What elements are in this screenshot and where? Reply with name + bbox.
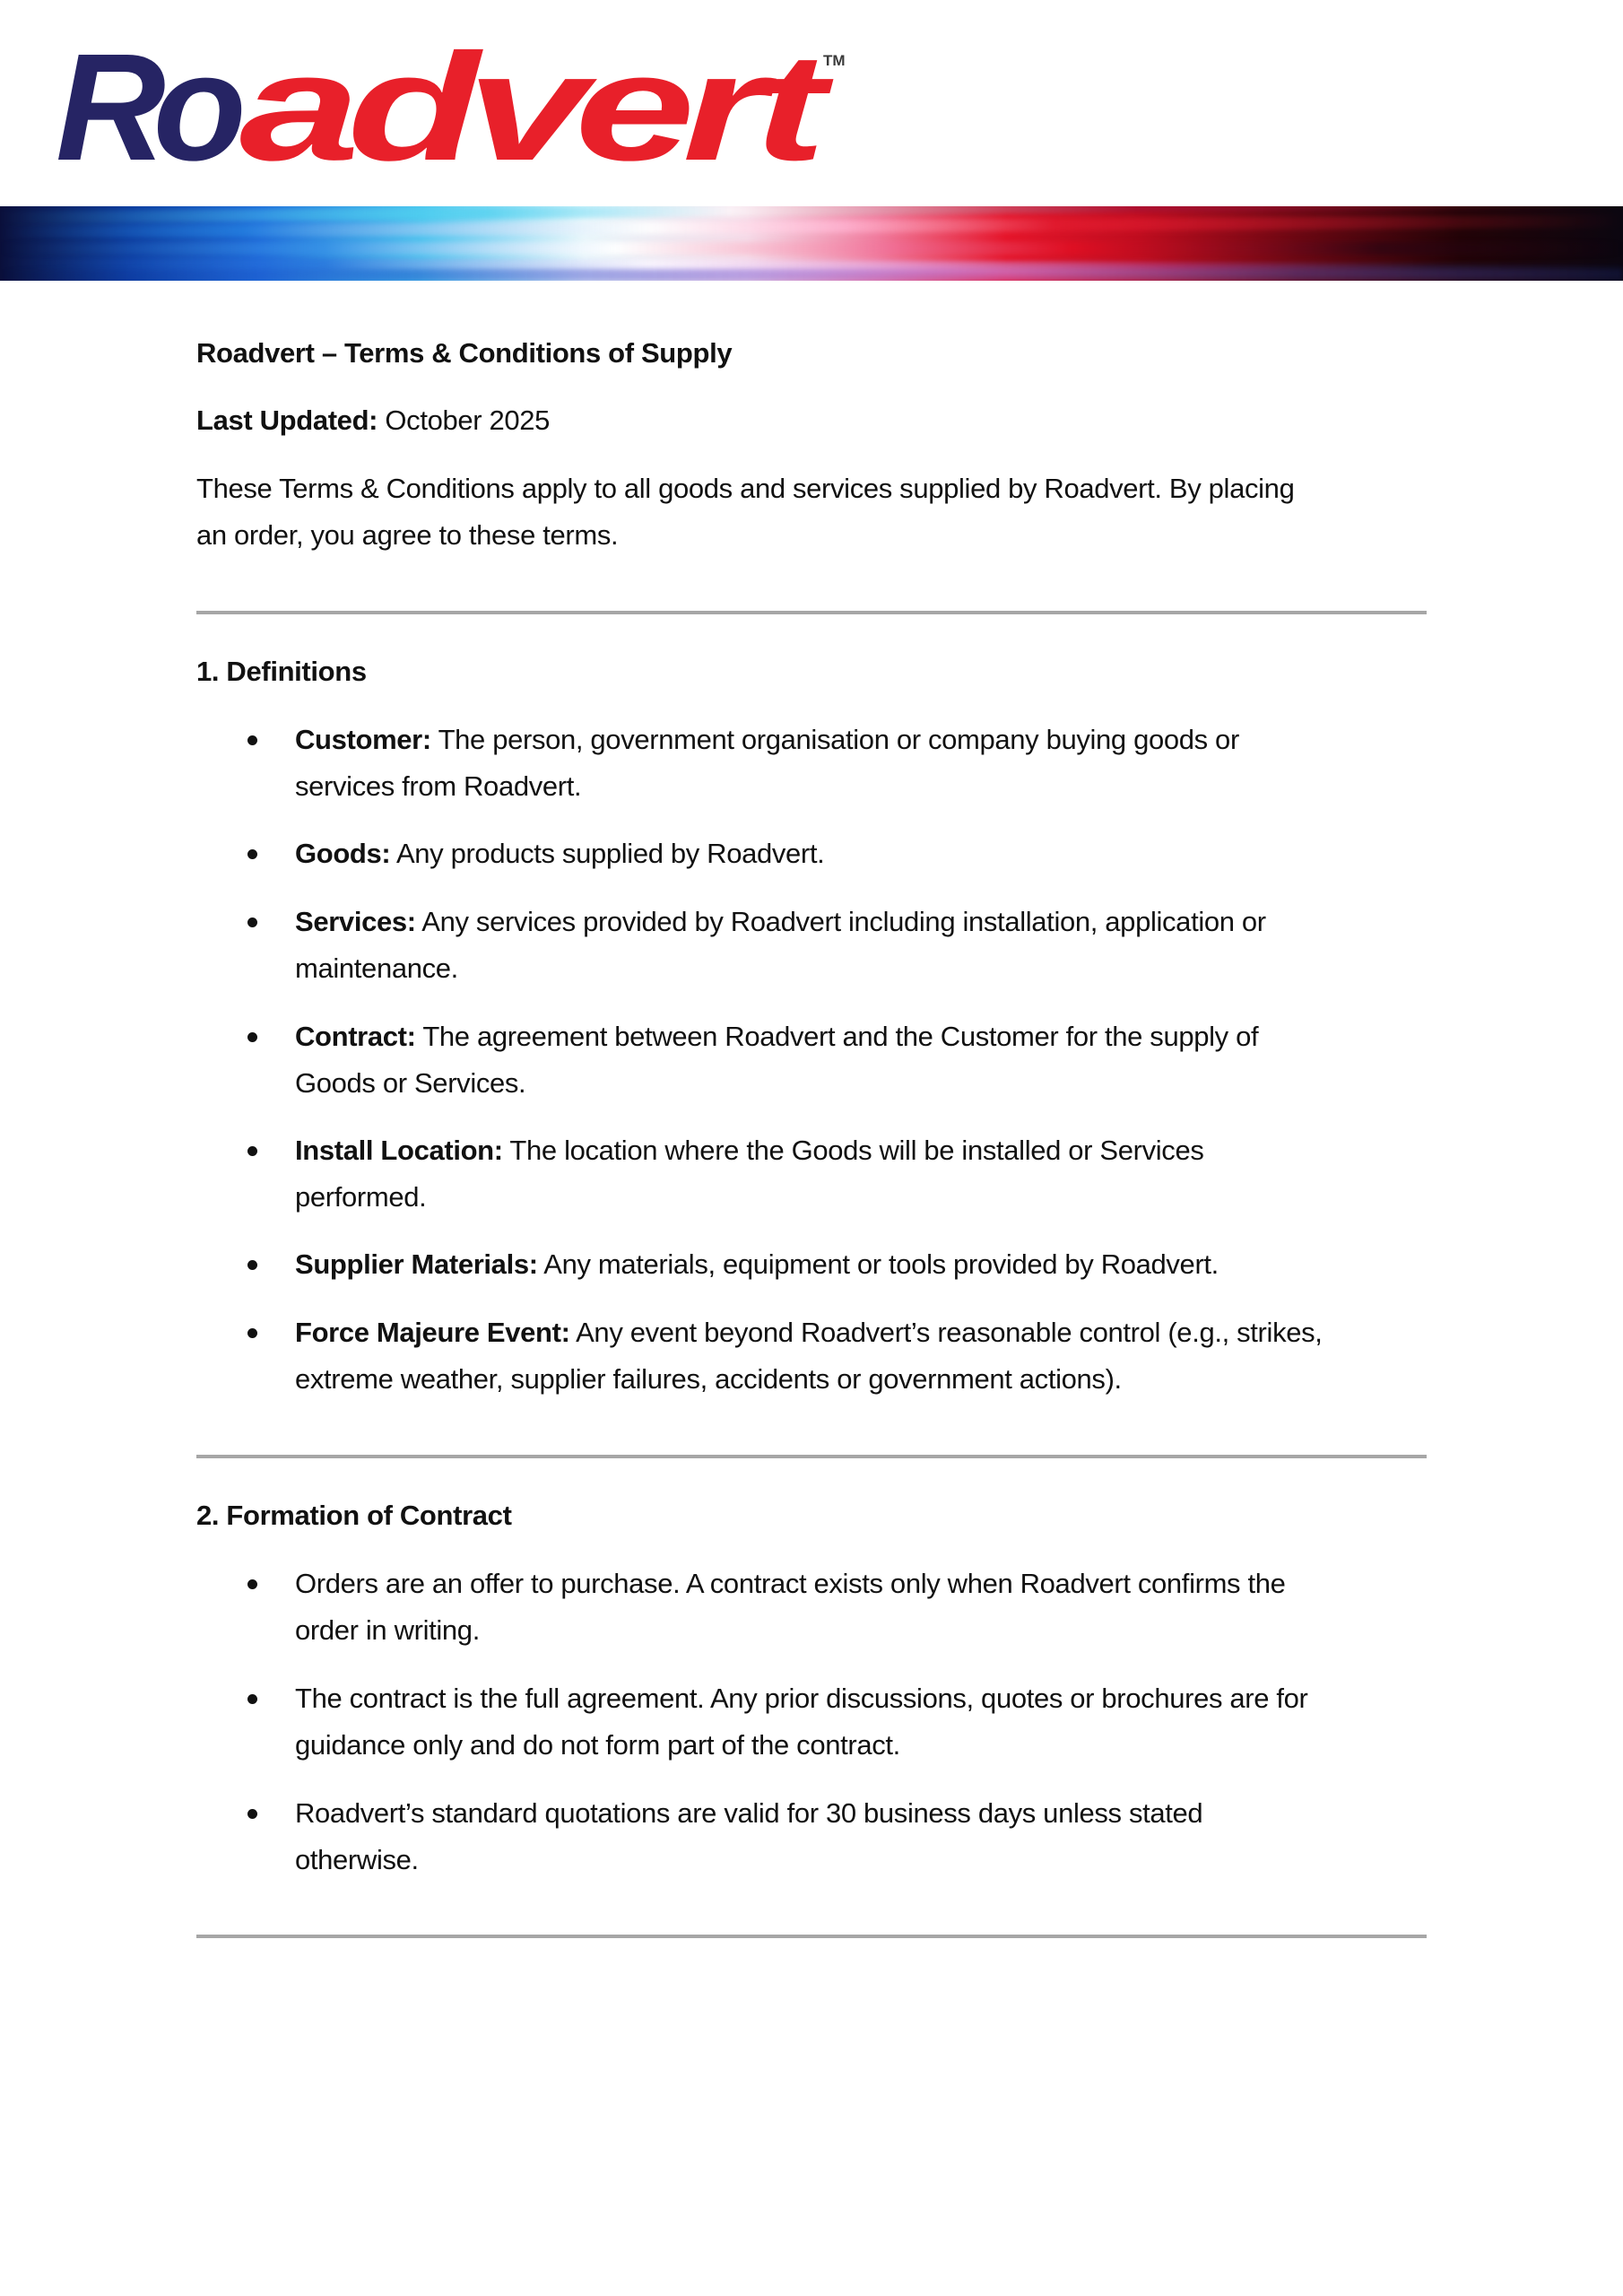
header-banner — [0, 206, 1623, 281]
definition-text: extreme weather, supplier failures, accidents or government actions). — [295, 1363, 1122, 1395]
bullet-icon — [247, 735, 257, 745]
bullet-icon — [247, 849, 257, 859]
definition-text: The agreement between Roadvert and the Customer for the supply of — [415, 1021, 1259, 1052]
bullet-icon — [247, 1694, 257, 1704]
intro-paragraph-line: an order, you agree to these terms. — [196, 519, 619, 551]
bullet-icon — [247, 1146, 257, 1156]
section-heading-formation-of-contract: 2. Formation of Contract — [196, 1500, 512, 1531]
logo-text-advert: advert — [239, 34, 835, 178]
roadvert-logo — [56, 34, 863, 178]
definition-text: Any materials, equipment or tools provided by Roadvert. — [537, 1248, 1219, 1280]
definition-term: Force Majeure Event: — [295, 1317, 570, 1348]
definition-text: Any products supplied by Roadvert. — [390, 838, 825, 869]
definition-text: Goods or Services. — [295, 1067, 526, 1099]
trademark-symbol: TM — [823, 52, 846, 69]
bullet-icon — [247, 1328, 257, 1338]
contract-item-text: The contract is the full agreement. Any prior discussions, quotes or brochures are for — [295, 1683, 1308, 1714]
definition-text: The person, government organisation or company buying goods or — [430, 724, 1239, 755]
contract-item-text: order in writing. — [295, 1614, 480, 1646]
definition-term: Services: — [295, 906, 416, 937]
definition-text: performed. — [295, 1181, 427, 1213]
bullet-icon — [247, 918, 257, 927]
intro-paragraph-line: These Terms & Conditions apply to all goods and services supplied by Roadvert. By placing — [196, 473, 1295, 504]
logo-text-ro: Ro — [56, 34, 234, 178]
definition-text: maintenance. — [295, 952, 458, 984]
section-heading-definitions: 1. Definitions — [196, 656, 367, 687]
contract-item-text: Orders are an offer to purchase. A contract exists only when Roadvert confirms the — [295, 1568, 1286, 1599]
bullet-icon — [247, 1579, 257, 1589]
definition-term: Contract: — [295, 1021, 416, 1052]
last-updated — [196, 397, 550, 444]
last-updated-value: October 2025 — [385, 404, 551, 436]
divider — [196, 1455, 1427, 1458]
definition-term: Install Location: — [295, 1135, 503, 1166]
contract-item-text: otherwise. — [295, 1844, 419, 1875]
logo-wordmark — [56, 34, 863, 178]
divider — [196, 611, 1427, 614]
bullet-icon — [247, 1260, 257, 1270]
definition-text: The location where the Goods will be installed or Services — [502, 1135, 1204, 1166]
bullet-icon — [247, 1809, 257, 1819]
definition-text: Any event beyond Roadvert’s reasonable control (e.g., strikes, — [569, 1317, 1323, 1348]
definition-text: Any services provided by Roadvert including installation, application or — [415, 906, 1266, 937]
contract-item-text: Roadvert’s standard quotations are valid for 30 business days unless stated — [295, 1797, 1203, 1829]
banner-streak — [0, 242, 1623, 255]
definition-text: services from Roadvert. — [295, 770, 582, 802]
definition-term: Customer: — [295, 724, 431, 755]
definition-term: Supplier Materials: — [295, 1248, 538, 1280]
divider — [196, 1935, 1427, 1938]
banner-streak — [0, 269, 1623, 281]
definition-term: Goods: — [295, 838, 391, 869]
contract-item-text: guidance only and do not form part of the contract. — [295, 1729, 900, 1761]
document-title: Roadvert – Terms & Conditions of Supply — [196, 337, 733, 369]
bullet-icon — [247, 1032, 257, 1042]
last-updated-label: Last Updated: — [196, 404, 378, 436]
